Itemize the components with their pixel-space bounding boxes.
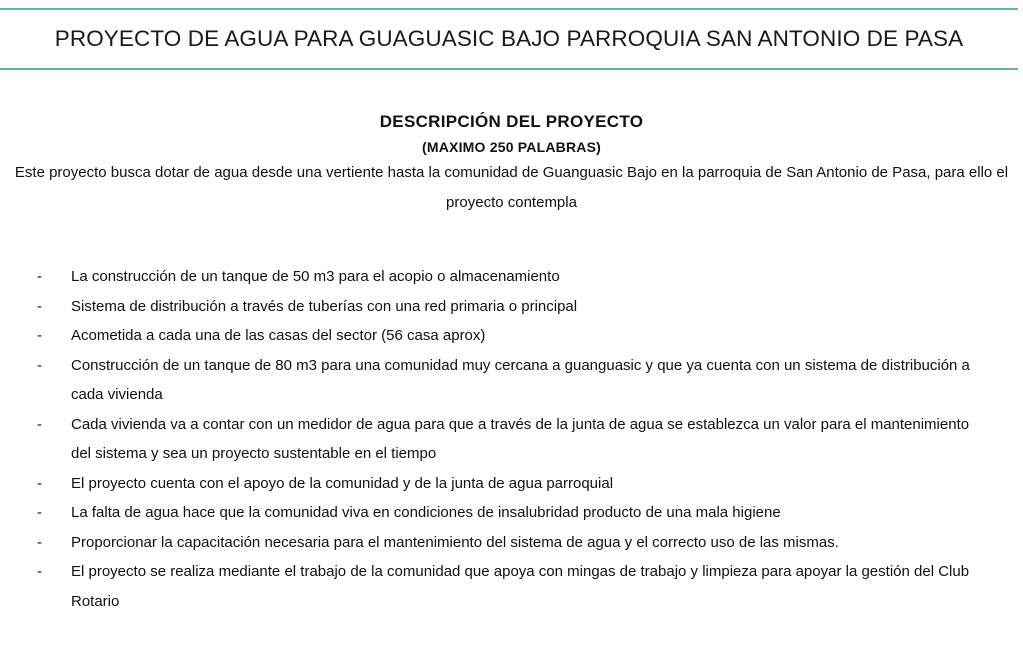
list-item-text: Construcción de un tanque de 80 m3 para una comunidad muy cercana a guanguasic y que ya cuenta con un sistema de distribución a cada vivienda	[71, 356, 970, 403]
bullet-dash: -	[37, 474, 42, 492]
list-item-text: La construcción de un tanque de 50 m3 para el acopio o almacenamiento	[71, 268, 560, 285]
list-item-text: Sistema de distribución a través de tuberías con una red primaria o principal	[71, 297, 578, 315]
list-item	[0, 351, 1023, 410]
list-item	[0, 528, 1023, 558]
list-item	[0, 321, 1023, 351]
list-item	[0, 469, 1023, 499]
list-item	[0, 262, 1023, 292]
list-item-text: La falta de agua hace que la comunidad viva en condiciones de insalubridad producto de una mala higiene	[71, 504, 781, 521]
section-subtitle: (MAXIMO 250 PALABRAS)	[422, 139, 601, 155]
bullet-list	[0, 262, 1023, 616]
list-item	[0, 498, 1023, 528]
section-title: DESCRIPCIÓN DEL PROYECTO	[379, 112, 644, 131]
list-item-text: Cada vivienda va a contar con un medidor de agua para que a través de la junta de agua se establezca un valor para el mantenimiento del sistema y sea un proyecto sustentable en el tiempo	[71, 415, 970, 462]
list-item	[0, 292, 1023, 322]
intro-paragraph: Este proyecto busca dotar de agua desde una vertiente hasta la comunidad de Guanguasic Bajo en la parroquia de San Antonio de Pasa, para ello el proyecto contempla	[14, 164, 1009, 211]
bullet-dash: -	[37, 415, 42, 433]
page-title: PROYECTO DE AGUA PARA GUAGUASIC BAJO PARROQUIA SAN ANTONIO DE PASA	[54, 26, 964, 51]
bullet-dash: -	[37, 563, 42, 580]
list-item-text: El proyecto cuenta con el apoyo de la comunidad y de la junta de agua parroquial	[71, 474, 614, 492]
list-item	[0, 410, 1023, 469]
bullet-dash: -	[37, 297, 42, 315]
list-item-text: Proporcionar la capacitación necesaria para el mantenimiento del sistema de agua y el correcto uso de las mismas.	[71, 533, 839, 551]
bullet-dash: -	[37, 327, 42, 344]
list-item-text: Acometida a cada una de las casas del sector (56 casa aprox)	[71, 327, 486, 344]
header-bar	[0, 8, 1018, 70]
project-description	[0, 110, 1023, 616]
bullet-dash: -	[37, 268, 42, 285]
list-item	[0, 557, 1023, 616]
bullet-dash: -	[37, 533, 42, 551]
bullet-dash: -	[37, 504, 42, 521]
list-item-text: El proyecto se realiza mediante el trabajo de la comunidad que apoya con mingas de trabajo y limpieza para apoyar la gestión del Club Rotario	[71, 563, 970, 610]
bullet-dash: -	[37, 356, 42, 374]
